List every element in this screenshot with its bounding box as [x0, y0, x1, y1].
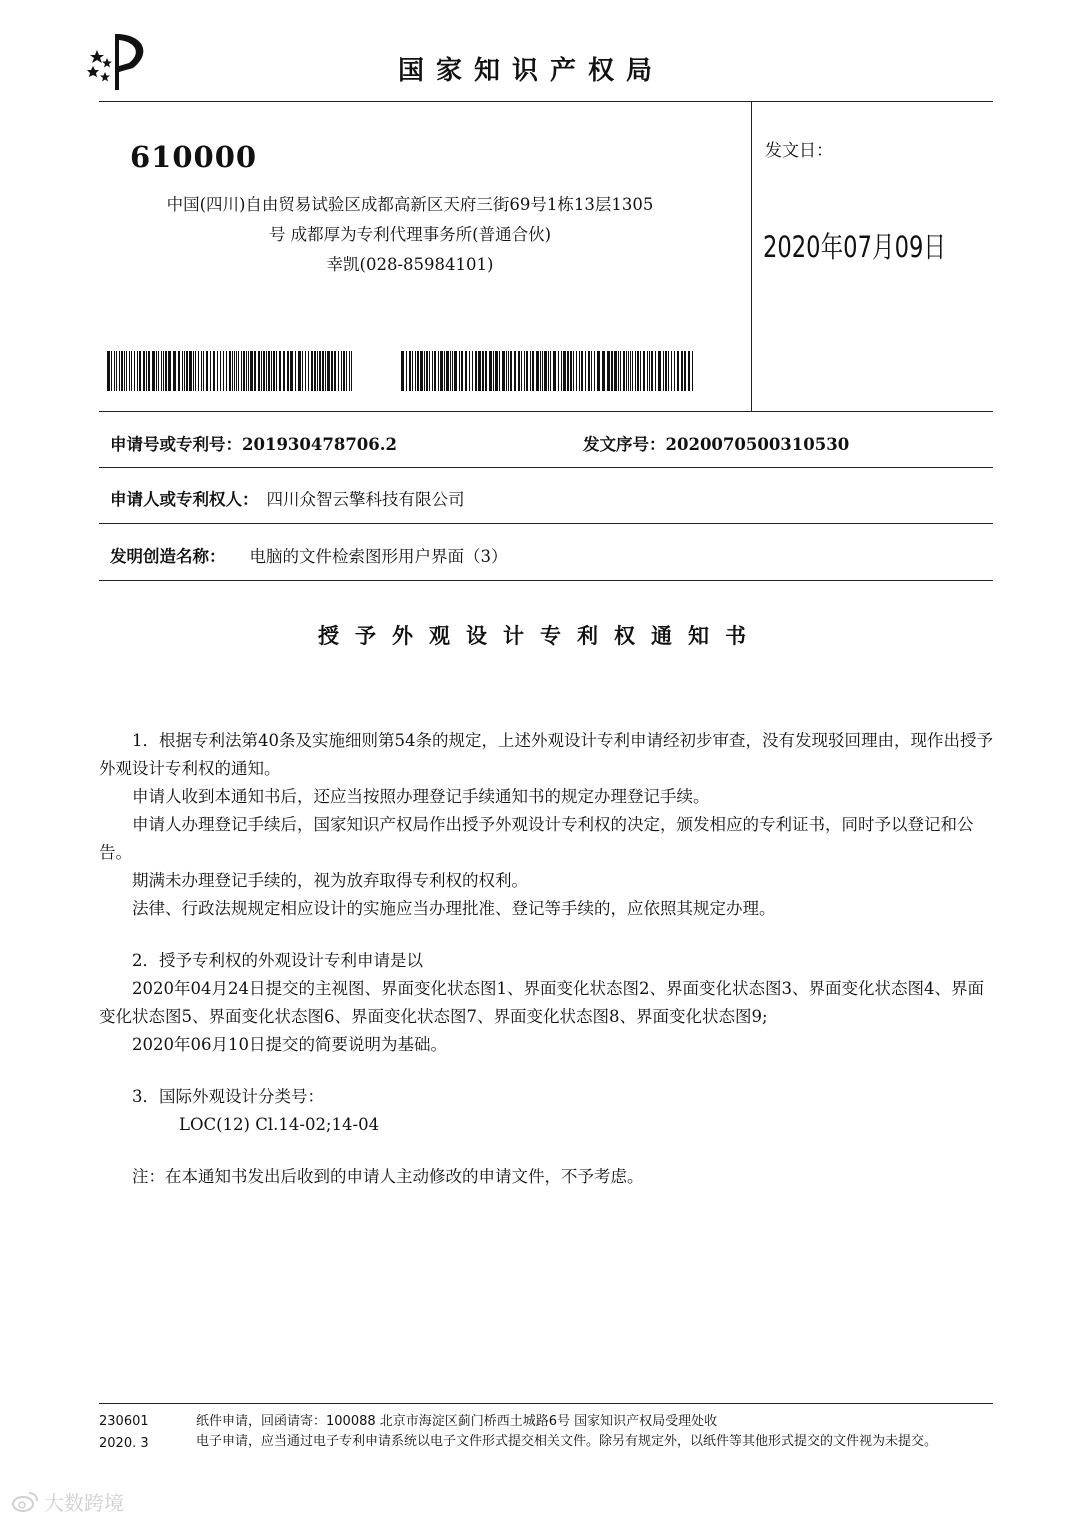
header-divider — [99, 101, 993, 102]
section-divider — [99, 467, 993, 468]
note: 注：在本通知书发出后收到的申请人主动修改的申请文件，不予考虑。 — [132, 1167, 644, 1186]
address-line: 中国(四川)自由贸易试验区成都高新区天府三街69号1栋13层1305 — [166, 195, 654, 214]
paragraph: 1．根据专利法第40条及实施细则第54条的规定，上述外观设计专利申请经初步审查，没有发现驳回理由，现作出授予外观设计专利权的通知。 — [99, 731, 993, 778]
issue-date-divider — [751, 101, 752, 411]
footer-divider — [99, 1403, 993, 1404]
design-name-label: 发明创造名称： — [110, 547, 226, 566]
paragraph: 申请人办理登记手续后，国家知识产权局作出授予外观设计专利权的决定，颁发相应的专利证书，同时予以登记和公告。 — [99, 815, 974, 862]
application-number-label: 申请号或专利号： — [110, 435, 242, 454]
footer-line: 电子申请，应当通过电子专利申请系统以电子文件形式提交相关文件。除另有规定外，以纸件等其他形式提交的文件视为未提交。 — [196, 1434, 938, 1449]
paragraph: 法律、行政法规规定相应设计的实施应当办理批准、登记等手续的，应依照其规定办理。 — [132, 899, 776, 918]
application-number: 201930478706.2 — [242, 435, 397, 454]
paragraph: 2020年04月24日提交的主视图、界面变化状态图1、界面变化状态图2、界面变化状态图3、界面变化状态图4、界面变化状态图5、界面变化状态图6、界面变化状态图7、界面变化状态图8、界面变化状态图9; — [99, 979, 984, 1026]
recipient-postcode: 610000 — [130, 140, 258, 174]
issue-date-label: 发文日： — [765, 141, 833, 161]
address-line: 号 成都厚为专利代理事务所(普通合伙) — [268, 225, 552, 244]
footer-line: 纸件申请，回函请寄：100088 北京市海淀区蓟门桥西土城路6号 国家知识产权局受理处收 — [196, 1414, 718, 1429]
applicant-name: 四川众智云擎科技有限公司 — [266, 490, 465, 509]
notice-body — [99, 727, 999, 1191]
watermark — [12, 1487, 124, 1516]
applicant-row — [110, 486, 465, 510]
section-divider — [99, 523, 993, 524]
form-date: 2020. 3 — [99, 1436, 149, 1451]
office-name: 国家知识产权局 — [398, 56, 665, 86]
applicant-label: 申请人或专利权人： — [110, 490, 259, 509]
classification-code: LOC(12) Cl.14-02;14-04 — [179, 1115, 380, 1134]
paragraph: 2020年06月10日提交的简要说明为基础。 — [132, 1035, 447, 1054]
application-number-row — [110, 431, 397, 455]
notice-title: 授予外观设计专利权通知书 — [318, 624, 762, 648]
paragraph: 申请人收到本通知书后，还应当按照办理登记手续通知书的规定办理登记手续。 — [132, 787, 710, 806]
watermark-text: 大数跨境 — [44, 1491, 124, 1515]
barcode-left — [107, 351, 352, 391]
design-name: 电脑的文件检索图形用户界面（3） — [249, 547, 508, 566]
weibo-logo-icon — [12, 1491, 38, 1513]
cnipa-logo-icon — [85, 28, 155, 92]
form-code: 230601 — [99, 1414, 149, 1429]
section-divider — [99, 580, 993, 581]
design-name-row — [110, 543, 508, 567]
barcode-right — [401, 351, 695, 391]
issue-date: 2020年07月09日 — [763, 230, 946, 264]
address-line: 幸凯(028-85984101) — [326, 255, 494, 274]
serial-number-row — [583, 431, 849, 455]
paragraph: 期满未办理登记手续的，视为放弃取得专利权的权利。 — [132, 871, 528, 890]
recipient-address — [110, 190, 710, 280]
section-divider — [99, 411, 993, 412]
serial-number-label: 发文序号： — [583, 435, 666, 454]
paragraph: 2．授予专利权的外观设计专利申请是以 — [132, 951, 423, 970]
paragraph: 3．国际外观设计分类号： — [132, 1087, 324, 1106]
serial-number: 2020070500310530 — [665, 435, 850, 454]
footer-text — [196, 1412, 996, 1452]
